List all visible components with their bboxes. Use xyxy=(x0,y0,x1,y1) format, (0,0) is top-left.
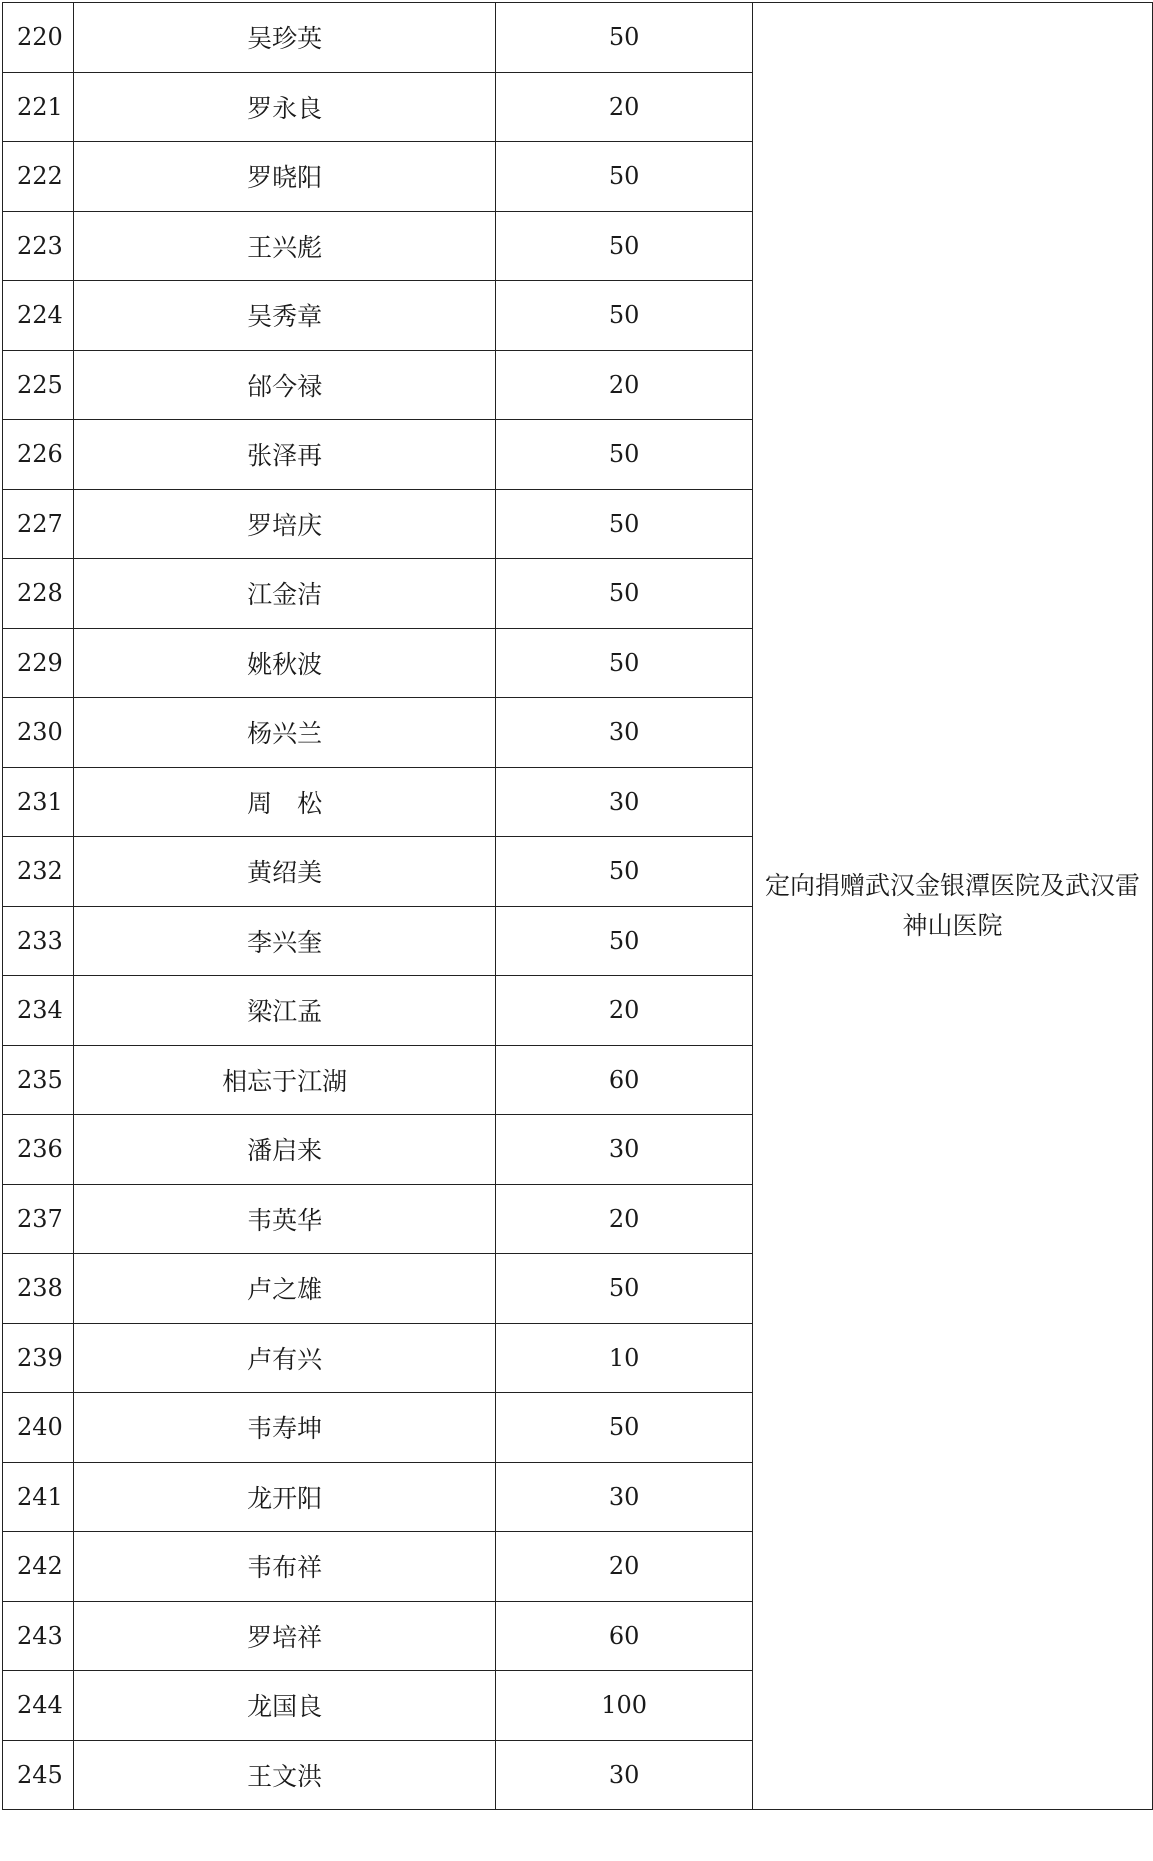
donor-name-cell: 吴珍英 xyxy=(73,3,495,73)
donor-name-cell: 梁江孟 xyxy=(73,976,495,1046)
donation-amount-cell: 20 xyxy=(496,350,753,420)
donation-amount-cell: 50 xyxy=(496,281,753,351)
row-number-cell: 230 xyxy=(3,698,74,768)
donation-amount-cell: 30 xyxy=(496,1740,753,1810)
row-number-cell: 245 xyxy=(3,1740,74,1810)
row-number-cell: 236 xyxy=(3,1115,74,1185)
donation-amount-cell: 30 xyxy=(496,1115,753,1185)
donor-name-cell: 张泽再 xyxy=(73,420,495,490)
donation-amount-cell: 20 xyxy=(496,1532,753,1602)
row-number-cell: 229 xyxy=(3,628,74,698)
row-number-cell: 240 xyxy=(3,1393,74,1463)
donor-name-cell: 邰今禄 xyxy=(73,350,495,420)
row-number-cell: 222 xyxy=(3,142,74,212)
donation-table xyxy=(2,2,1153,1810)
donation-amount-cell: 20 xyxy=(496,976,753,1046)
row-number-cell: 232 xyxy=(3,837,74,907)
donor-name-cell: 龙国良 xyxy=(73,1671,495,1741)
donation-amount-cell: 10 xyxy=(496,1323,753,1393)
donation-amount-cell: 30 xyxy=(496,767,753,837)
donor-name-cell: 王文洪 xyxy=(73,1740,495,1810)
donor-name-cell: 韦布祥 xyxy=(73,1532,495,1602)
donation-note-cell xyxy=(752,3,1152,1810)
donation-amount-cell: 50 xyxy=(496,837,753,907)
donor-name-cell: 姚秋波 xyxy=(73,628,495,698)
donation-table-body xyxy=(3,3,1153,1810)
donor-name-cell: 李兴奎 xyxy=(73,906,495,976)
donor-name-cell: 罗晓阳 xyxy=(73,142,495,212)
donation-amount-cell: 50 xyxy=(496,420,753,490)
donation-amount-cell: 100 xyxy=(496,1671,753,1741)
donor-name-cell: 杨兴兰 xyxy=(73,698,495,768)
donor-name-cell: 韦寿坤 xyxy=(73,1393,495,1463)
donation-amount-cell: 60 xyxy=(496,1045,753,1115)
donor-name-cell: 周 松 xyxy=(73,767,495,837)
donation-amount-cell: 20 xyxy=(496,72,753,142)
row-number-cell: 223 xyxy=(3,211,74,281)
row-number-cell: 225 xyxy=(3,350,74,420)
donation-amount-cell: 60 xyxy=(496,1601,753,1671)
row-number-cell: 221 xyxy=(3,72,74,142)
row-number-cell: 237 xyxy=(3,1184,74,1254)
row-number-cell: 227 xyxy=(3,489,74,559)
donor-name-cell: 龙开阳 xyxy=(73,1462,495,1532)
row-number-cell: 224 xyxy=(3,281,74,351)
row-number-cell: 241 xyxy=(3,1462,74,1532)
row-number-cell: 228 xyxy=(3,559,74,629)
donor-name-cell: 罗培庆 xyxy=(73,489,495,559)
row-number-cell: 239 xyxy=(3,1323,74,1393)
row-number-cell: 244 xyxy=(3,1671,74,1741)
row-number-cell: 233 xyxy=(3,906,74,976)
donation-amount-cell: 50 xyxy=(496,906,753,976)
row-number-cell: 242 xyxy=(3,1532,74,1602)
row-number-cell: 231 xyxy=(3,767,74,837)
donation-amount-cell: 30 xyxy=(496,1462,753,1532)
donor-name-cell: 王兴彪 xyxy=(73,211,495,281)
donor-name-cell: 卢有兴 xyxy=(73,1323,495,1393)
row-number-cell: 226 xyxy=(3,420,74,490)
donor-name-cell: 江金洁 xyxy=(73,559,495,629)
donor-name-cell: 卢之雄 xyxy=(73,1254,495,1324)
donation-amount-cell: 50 xyxy=(496,142,753,212)
row-number-cell: 234 xyxy=(3,976,74,1046)
donation-amount-cell: 50 xyxy=(496,1393,753,1463)
donation-amount-cell: 50 xyxy=(496,628,753,698)
donation-amount-cell: 20 xyxy=(496,1184,753,1254)
donor-name-cell: 黄绍美 xyxy=(73,837,495,907)
donor-name-cell: 相忘于江湖 xyxy=(73,1045,495,1115)
donor-name-cell: 吴秀章 xyxy=(73,281,495,351)
donation-note-text: 定向捐赠武汉金银潭医院及武汉雷神山医院 xyxy=(764,871,1140,940)
donor-name-cell: 韦英华 xyxy=(73,1184,495,1254)
row-number-cell: 235 xyxy=(3,1045,74,1115)
donation-amount-cell: 50 xyxy=(496,489,753,559)
donation-amount-cell: 50 xyxy=(496,559,753,629)
donation-amount-cell: 50 xyxy=(496,3,753,73)
row-number-cell: 243 xyxy=(3,1601,74,1671)
donor-name-cell: 罗培祥 xyxy=(73,1601,495,1671)
donation-amount-cell: 50 xyxy=(496,211,753,281)
donation-amount-cell: 30 xyxy=(496,698,753,768)
table-row xyxy=(3,3,1153,73)
row-number-cell: 220 xyxy=(3,3,74,73)
donor-name-cell: 罗永良 xyxy=(73,72,495,142)
donor-name-cell: 潘启来 xyxy=(73,1115,495,1185)
donation-amount-cell: 50 xyxy=(496,1254,753,1324)
row-number-cell: 238 xyxy=(3,1254,74,1324)
